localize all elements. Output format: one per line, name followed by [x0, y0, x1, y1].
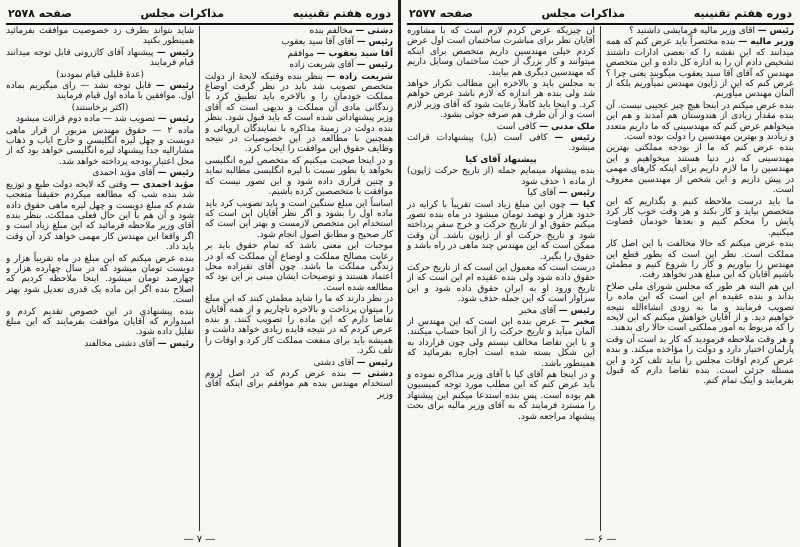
speech-text: پیشنهاد آقای کازرونی قابل توجه میدانند قیام فرمایند: [6, 47, 194, 69]
left-columns: [6, 26, 393, 531]
right-page-header: [409, 4, 792, 22]
speaker-name: رئیس —: [155, 81, 194, 92]
speech-paragraph: [205, 358, 393, 368]
speech-paragraph: [205, 72, 393, 155]
text-paragraph: بنده پیشنهادی در این خصوص تقدیم کردم و امیدوارم که آقایان موافقت بفرمایند که این مبلغ تقلیل داده شود.: [6, 306, 194, 338]
speaker-name: ملک مدنی —: [539, 121, 595, 132]
speaker-name: رئیس —: [157, 338, 194, 349]
text-paragraph: این هم البته هر طور که مجلس شورای ملی صلاح بداند و بنده عقیده ام این است که این ماده را تصویب فرمایند و ما به زودی انشاءالله نتیجه خواهیم دید. و از آقایان خواهش میکنم که این لایحه را که مربوط به امور مملکتی است حالا رای بدهند.: [606, 281, 794, 334]
left-column-divider: [199, 26, 200, 531]
speech-text: بنده مختصراً باید عرض کنم که همه میدانند که این نقشه را که بعضی ادارات داشتند تشخیص دادم آن را به اداره کل داده و این متخصص مهندس که آقای آقا سید یعقوب میگویند یعنی چرا ؟ عرض کنم که این از ژاپون مهندس نمیآوریم بلکه از آلمان مهندس میآوریم.: [606, 37, 794, 100]
speech-text: وقتی که لایحه دولت طبع و توزیع شد بنده شب که مطالعه میکردم حقیقتاً متعجب شدم که مبلغ دویست و چهل لیره ماهی حقوق داده شود و آن هم با این حال فعلی مملکت. بنظر بنده آقای وزیر ملاحظه فرمائید که این مبلغ زیاد است و اگر واقعا این مهندس کار مهمی خواهد کرد آن وقت باید داد.: [6, 179, 194, 253]
text-paragraph: موجبات این معنی باشد که تمام حقوق باید بر رعایت مصالح مملکت و اوضاع آن مملکت که او در زندگی مملکت ما باشد. چون آقای تقیزاده محل اعتماد هستند و توضیحات ایشان مبنی بر این بود که مطالعه شده است.: [205, 241, 393, 293]
text-paragraph: آن چیزیکه عرض کردم لازم است که با مشاوره آقایان نظر برای مباشرت ساختمان است اول عرض کردم خیلی مهندسین داریم متخصص برای اینکه میتوانند و کار بزرگ از حیث ساختمان وسایل داریم که مهندسین دیگری هم بیایند.: [407, 26, 595, 78]
text-paragraph: بنده عرض کنم که ما از بودجه مملکتی بهترین مهندسینی که در دنیا هستند میخواهیم و این مهندسین را ما لازم داریم برای اینکه کارهای مهمی در پیش داریم و این شخص از مهندسین معروف است.: [606, 143, 794, 196]
speaker-name: شریعت زاده —: [326, 71, 393, 82]
text-paragraph: در نظر دارند که ما را شاید مطمئن کنند که این مبلغ را میتوان پرداخت و بالاخره ناچاریم و از همه آقایان تقاضا دارم که این ماده را تصویب کنند. و بنده عرض کردم که در نتیجه فایده زیادی خواهد داشت و همیشه باید برای منفعت مملکت کار کرد و اوقات را تلف نکرد.: [205, 294, 393, 357]
speech-paragraph: [407, 200, 595, 262]
text-paragraph: بنده عرض میکنم که حالا مخالفت با این اصل کار مملکت است. نظر این است که بطور قطع این مهندس را بیاوریم و کار را شروع کنیم و مطمئن باشیم آقایان که این مبلغ هدر نخواهد رفت.: [606, 239, 794, 281]
speaker-name: مخبر —: [560, 316, 595, 327]
speech-paragraph: [407, 188, 595, 198]
right-col-right: [606, 26, 794, 531]
speech-text: قابل توجه نشد — رای میگیریم بماده اول. موافقین با ماده اول قیام فرمایند: [6, 81, 194, 102]
text-paragraph: و در اینجا صحبت میکنیم که متخصص لیره انگلیسی بخواهد یا بطور نسبت با لیره انگلیسی مطالبه نماید و چنین قراری داده شود و این تصور نیست که موافقت با متخصصین کرده باشیم.: [205, 155, 393, 198]
speech-text: آقای مؤید احمدی: [92, 168, 155, 179]
speaker-name: دشتی —: [355, 26, 393, 36]
speech-text: مخالفم بنده: [309, 26, 353, 36]
speaker-name: وزیر مالیه —: [738, 37, 794, 48]
right-page-footer: — ۶ —: [584, 534, 617, 545]
speaker-name: رئیس —: [757, 26, 794, 36]
left-page-title: مذاکرات مجلس: [140, 6, 225, 20]
speech-text: آقای دشتی: [313, 357, 354, 368]
speaker-name: مؤید احمدی —: [130, 179, 194, 190]
text-paragraph: درست است که معمول این است که از تاریخ حرکت حقوق داده شود ولی بنده عقیده ام این است که از تاریخ ورود او به ایران حقوق داده شود و این سزاوار است که این جمله حذف شود.: [407, 262, 595, 305]
speech-text: آقای دشتی مخالفند: [84, 338, 155, 349]
text-paragraph: به مجلس باید و بالاخره این مطالب تکرار خواهد شد ولی بنده هر اندازه که لازم باشد عرض خواهم کرد. و اینجا باید کاملاً رعایت شود که آقای وزیر لازم است و از آن طرف هم صرفه جوئی بشود.: [407, 79, 595, 121]
speech-text: کافی است (بل) پیشنهادات قرائت میشود.: [407, 133, 595, 154]
speech-text: چون این مبلغ زیاد است تقریباً با کرایه در حدود هزار و نهصد تومان میشود در ماه بنده تصور میکنم حقوق او از تاریخ حرکت و خرج سفر پرداخته شود و تاریخ حرکت او از ژاپون باشد. آن وقت ممکن است که این مهندس چند ماهی در راه باشد و حقوق را بگیرد.: [407, 199, 595, 262]
right-column-divider: [600, 26, 601, 531]
speaker-name: رئیس —: [356, 37, 393, 48]
speech-paragraph: [407, 133, 595, 154]
speaker-name: رئیس —: [558, 305, 595, 316]
text-paragraph: بنده عرض میکنم که این مبلغ در ماه تقریباً هزار و دویست تومان میشود که در سال چهارده هزار و چهارصد تومان میشود. اینجا ملاحظه کردیم که اصلاح بنده اگر این ماده یک قدری تعدیل شود بهتر است.: [6, 253, 194, 306]
right-page: [401, 0, 800, 547]
right-page-title: مذاکرات مجلس: [541, 6, 626, 20]
speaker-name: رئیس —: [356, 357, 393, 368]
text-paragraph: شاید بتواند بطرف زد خصوصیت موافقت بفرمائید همینطور بکنید: [6, 26, 194, 47]
speaker-name: کیا —: [569, 199, 595, 210]
speech-text: آقای وزیر مالیه فرمایشی داشتید ؟: [629, 26, 755, 36]
speech-paragraph: [6, 180, 194, 253]
speech-paragraph: [6, 48, 194, 69]
speech-paragraph: [205, 369, 393, 400]
text-paragraph: بنده عرض میکنم در اینجا هیچ چیز عجیبی نیست. آن بنده مقدار زیادی از هندوستان هم آمدند و هم این میخواهم عرض کنم که مهندسینی که ما داریم متعدد و زیادند و بهترین مهندسین را دولت بوده است.: [606, 100, 794, 143]
right-session-label: دوره هفتم تقنینیه: [693, 6, 792, 20]
speaker-name: رئیس —: [558, 188, 595, 199]
speech-text: عرض بنده این است که این مهندس از آلمان میآید و تاریخ حرکت را از آنجا حساب میکنند. و با این تقاضا مخالف نیستم ولی چون قرارداد به این شکل بسته شده است اجازه بفرمائید که همینطور باشد.: [407, 316, 595, 369]
left-col-right: [205, 26, 393, 531]
left-page-footer: — ۷ —: [183, 534, 216, 545]
left-session-label: دوره هفتم تقنینیه: [292, 6, 391, 20]
speech-text: آقای آقا سید یعقوب: [281, 37, 354, 48]
stage-direction: (اکثر برخاستند): [71, 102, 129, 113]
speech-paragraph: [205, 26, 393, 36]
text-paragraph: ما باید درست ملاحظه کنیم و بگذاریم که این متخصص بیاید و کار بکند و هر وقت خوب کار کرد پایش را محکم کنیم و بعدها خودمان قضاوت میکنیم.: [606, 196, 794, 238]
speaker-name: رئیس —: [157, 168, 194, 179]
speech-paragraph: [407, 317, 595, 369]
text-paragraph: و هر وقت ملاحظه فرمودید که کار بد است آن وقت پارلمان اختیار دارد و دولت را مؤاخذه میکند. و بنده عرض کردم اوقات مجلس را نباید تلف کرد و این مسئله جزئی است. بنده تقاضا دارم که قبول بفرمایند و اینک تمام کنم.: [606, 334, 794, 387]
speech-text: کافی است: [496, 121, 537, 132]
left-page-number: صفحه ۲۵۷۸: [8, 6, 72, 20]
speech-text: آقای کیا: [527, 188, 556, 199]
speaker-name: رئیس —: [157, 114, 194, 125]
speech-paragraph: [6, 81, 194, 102]
speaker-name: آقا سید یعقوب —: [316, 48, 393, 59]
speech-text: آقای مخبر: [519, 305, 556, 316]
text-paragraph: اساساً این مبلغ سنگین است و باید تصویب کرد باید ماده اول را بشود و اگر نظر آقایان این است که استخدام این متخصص لازمست و بهتر این است که کار صحیح و مطابق اصول انجام شود.: [205, 198, 393, 240]
speaker-name: رئیس —: [554, 133, 595, 144]
text-paragraph: بنده پیشنهاد مینمایم جمله (از تاریخ حرکت ژاپون) از ماده ۱ حذف شود: [407, 166, 595, 187]
left-header-rule: [6, 23, 393, 25]
speaker-name: رئیس —: [156, 47, 194, 58]
speech-text: آقای شریعت زاده: [289, 60, 354, 71]
speech-paragraph: [606, 37, 794, 99]
speaker-name: دشتی —: [352, 369, 393, 379]
speech-text: بنظر بنده وقتیکه لایحهٔ از دولت متخصص تصویب شد باید در نظر گرفت اوضاع مملکت خودمان را و بالاخره باید تطبیق کرد با زندگانی مادی آن مملکت و بدیهی است که آقای وزیر پیشنهاداتی شده است که باید قبول شود. بنظر بنده دولت در زمینهٔ مذاکره با نمایندگان اروپائی و همچنین با مطالعه در این خصوصیات در نتیجه وظایف حقوق این موافقت را ایجاب کرد.: [205, 71, 393, 155]
speech-paragraph: [606, 26, 794, 36]
text-paragraph: و در اینجا هم آقای کیا با آقای وزیر مذاکره نموده و باید عرض کنم که این مطلب مورد توجه کمیسیون هم بوده است. پس بنده استدعا میکنم این پیشنهاد را مسترد فرمایند که به آقای وزیر مالیه برای بحث پیشنهاد مراجعه شود.: [407, 370, 595, 422]
speech-paragraph: [6, 339, 194, 349]
speech-text: بنده عرض کردم که در اصل لزوم استخدام مهندس بنده هم موافقم برای اینکه آقای وزیر: [205, 369, 393, 400]
speech-text: تصویب شد — ماده دوم قرائت میشود: [15, 114, 155, 125]
speech-paragraph: [407, 122, 595, 132]
left-page: [0, 0, 399, 547]
speech-text: موافقم: [287, 48, 314, 59]
speech-paragraph: [205, 37, 393, 47]
section-heading: پیشنهاد آقای کیا: [465, 154, 537, 165]
right-header-rule: [407, 23, 794, 25]
speech-paragraph: [6, 114, 194, 124]
left-page-header: [8, 4, 391, 22]
stage-direction: (عدهٔ قلیلی قیام نمودند): [56, 69, 144, 80]
speech-paragraph: [205, 49, 393, 59]
speaker-name: رئیس —: [356, 60, 393, 71]
text-paragraph: ماده ۲ — حقوق مهندس مزبور از قرار ماهی دویست و چهل لیره انگلیسی و خارج ایاب و ذهاب مشارالیه جدا پیشنهاد لیره انگلیسی خواهد بود که از محل اعتبار بودجه پرداخته خواهد شد.: [6, 125, 194, 167]
left-col-left: [6, 26, 194, 531]
right-page-number: صفحه ۲۵۷۷: [409, 6, 473, 20]
right-columns: [407, 26, 794, 531]
speech-paragraph: [407, 306, 595, 316]
speech-paragraph: [6, 168, 194, 178]
right-col-left: [407, 26, 595, 531]
speech-paragraph: [205, 60, 393, 70]
